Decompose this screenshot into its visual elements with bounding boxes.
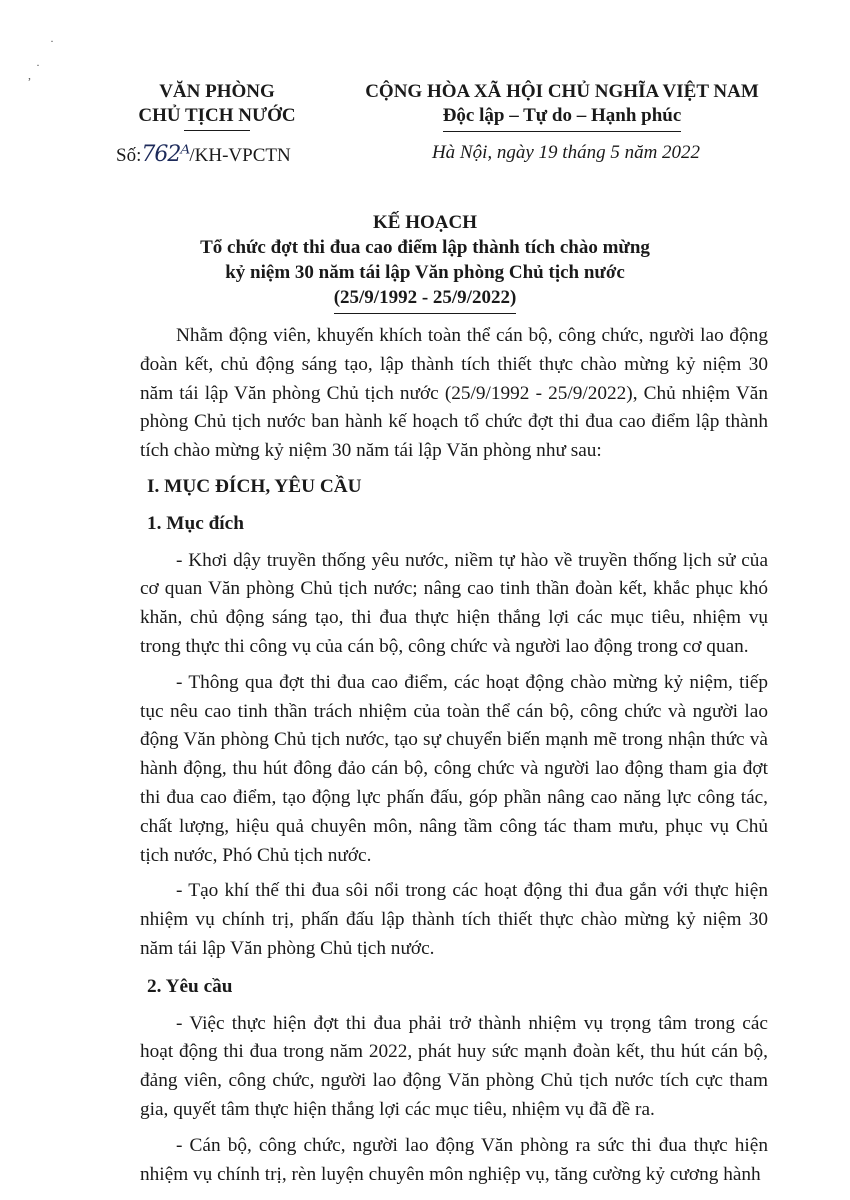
agency-line-1: VĂN PHÒNG (159, 81, 275, 102)
agency-line-2: CHỦ TỊCH NƯỚC (138, 105, 296, 126)
scan-speck: · (36, 58, 40, 72)
section-heading: I. MỤC ĐÍCH, YÊU CẦU (147, 475, 362, 497)
nation-name: CỘNG HÒA XÃ HỘI CHỦ NGHĨA VIỆT NAM (365, 81, 759, 102)
requirement-paragraph-1: - Việc thực hiện đợt thi đua phải trở thành nhiệm vụ trọng tâm trong các hoạt động thi đua trong năm 2022, phát huy sức mạnh đoàn kết, thu hút cán bộ, đảng viên, công chức, người lao động Văn phòng Chủ tịch nước tích cực tham gia, quyết tâm thực hiện thắng lợi các mục tiêu, nhiệm vụ đã đề ra. (140, 1012, 768, 1120)
motto-underline (443, 131, 682, 132)
document-title (110, 210, 740, 310)
subsection-heading-purpose: 1. Mục đích (147, 512, 244, 534)
national-motto: Độc lập – Tự do – Hạnh phúc (442, 105, 682, 126)
doc-type: KẾ HOẠCH (373, 212, 477, 233)
agency-line-2-wrap (138, 104, 295, 128)
document-body (140, 322, 768, 1196)
place-and-date: Hà Nội, ngày 19 tháng 5 năm 2022 (431, 142, 701, 163)
title-period-wrap (334, 285, 517, 310)
period-underline (334, 313, 517, 314)
title-line-1: Tổ chức đợt thi đua cao điểm lập thành tích chào mừng (200, 237, 650, 258)
agency-underline (184, 130, 250, 131)
issuing-agency (128, 80, 306, 128)
scan-speck: · (50, 34, 54, 48)
handwritten-number: 762ᴬ (141, 142, 190, 167)
purpose-paragraph-1: - Khơi dậy truyền thống yêu nước, niềm tự hào về truyền thống lịch sử của cơ quan Văn phòng Chủ tịch nước; nâng cao tinh thần đoàn kết, khắc phục khó khăn, chủ động sáng tạo, thi đua thực hiện thắng lợi các mục tiêu, nhiệm vụ trong thực thi công vụ của cán bộ, công chức và người lao động trong cơ quan. (140, 549, 768, 657)
purpose-paragraph-2: - Thông qua đợt thi đua cao điểm, các hoạt động chào mừng kỷ niệm, tiếp tục nêu cao tinh thần trách nhiệm của toàn thể cán bộ, công chức và người lao động Văn phòng Chủ tịch nước, tạo sự chuyển biến mạnh mẽ trong nhận thức và hành động, thu hút đông đảo cán bộ, công chức và người lao động tham gia đợt thi đua cao điểm, tạo động lực phấn đấu, góp phần nâng cao năng lực công tác, chất lượng, hiệu quả chuyên môn, nâng tầm công tác tham mưu, phục vụ Chủ tịch nước, Phó Chủ tịch nước. (140, 671, 768, 866)
national-header (352, 80, 772, 129)
subsection-heading-requirements: 2. Yêu cầu (147, 975, 233, 997)
title-line-2: kỷ niệm 30 năm tái lập Văn phòng Chủ tịch nước (225, 262, 625, 283)
purpose-paragraph-3: - Tạo khí thế thi đua sôi nổi trong các hoạt động thi đua gắn với thực hiện nhiệm vụ chính trị, phấn đấu lập thành tích thiết thực chào mừng kỷ niệm 30 năm tái lập Văn phòng Chủ tịch nước. (140, 880, 768, 959)
number-prefix: Số: (116, 145, 142, 166)
document-number (116, 142, 291, 167)
intro-paragraph: Nhằm động viên, khuyến khích toàn thể cán bộ, công chức, người lao động đoàn kết, chủ động sáng tạo, lập thành tích thiết thực chào mừng kỷ niệm 30 năm tái lập Văn phòng Chủ tịch nước (25/9/1992 - 25/9/2022), Chủ nhiệm Văn phòng Chủ tịch nước ban hành kế hoạch tổ chức đợt thi đua cao điểm lập thành tích chào mừng kỷ niệm 30 năm tái lập Văn phòng như sau: (140, 325, 768, 462)
number-suffix: /KH-VPCTN (189, 145, 291, 166)
national-motto-wrap (443, 104, 682, 128)
requirement-paragraph-2: - Cán bộ, công chức, người lao động Văn phòng ra sức thi đua thực hiện nhiệm vụ chính trị, rèn luyện chuyên môn nghiệp vụ, tăng cường kỷ cương hành (140, 1134, 768, 1185)
title-period: (25/9/1992 - 25/9/2022) (333, 287, 517, 308)
scan-speck: , (28, 68, 31, 82)
